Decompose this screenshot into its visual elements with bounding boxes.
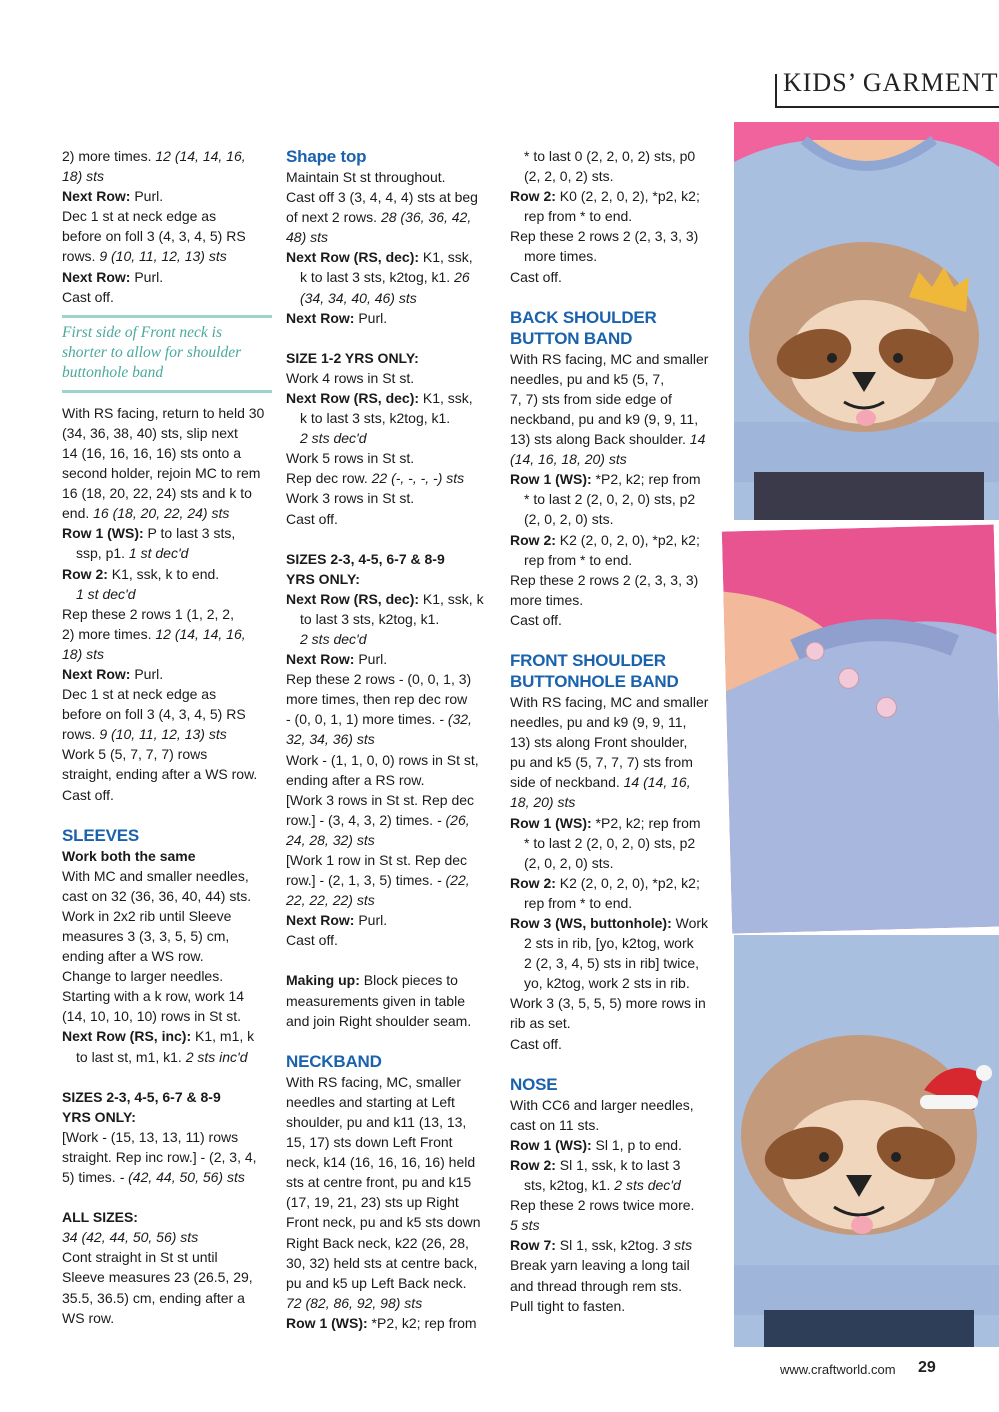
section-header — [775, 66, 999, 106]
photo-sloth-santa-sweater — [734, 935, 999, 1347]
shoulder-illustration — [722, 525, 999, 934]
heading-button-band: BUTTON BAND — [510, 328, 633, 348]
heading-buttonhole-band: BUTTONHOLE BAND — [510, 671, 679, 691]
column-1: 2) more times. 12 (14, 14, 16, 18) sts Next Row: Purl. Dec 1 st at neck edge as before on foll 3 (4, 3, 4, 5) RS rows. 9 (10, 11, 12, 13) sts Next Row: Purl. Cast off. First side of Front neck is shorter to allow for shoulder buttonhole band With RS facing, return to held 30 (34, 36, 38, 40) sts, slip next 14 (16, 16, 16, 16) sts onto a second holder, rejoin MC to rem 16 (18, 20, 22, 24) sts and k to end. 16 (18, 20, 22, 24) sts Row 1 (WS): P to last 3 sts, ssp, p1. 1 st dec'd Row 2: K1, ssk, k to end. 1 st dec'd Rep these 2 rows 1 (1, 2, 2, 2) more times. 12 (14, 14, 16, 18) sts Next Row: Purl. Dec 1 st at neck edge as before on foll 3 (4, 3, 4, 5) RS rows. 9 (10, 11, 12, 13) sts Work 5 (5, 7, 7, 7) rows straight, ending after a WS row. Cast off. SLEEVES Work both the same With MC and smaller needles, cast on 32 (36, 36, 40, 44) sts. Work in 2x2 rib until Sleeve measures 3 (3, 3, 5, 5) cm, ending after a WS row. Change to larger needles. Starting with a k row, work 14 (14, 10, 10, 10) rows in St st. Next Row (RS, inc): K1, m1, k to last st, m1, k1. 2 sts inc'd SIZES 2-3, 4-5, 6-7 & 8-9 YRS ONLY: [Work - (15, 13, 13, 11) rows straight. Rep inc row.] - (2, 3, 4, 5) times. - (42, 44, 50, 56) sts ALL SIZES: 34 (42, 44, 50, 56) sts Cont straight in St st until Sleeve measures 23 (26.5, 29, 35.5, 36.5) cm, ending after a WS row. — [62, 146, 272, 1328]
sloth-crown-illustration — [734, 122, 999, 520]
heading-sleeves: SLEEVES — [62, 825, 140, 845]
heading-nose: NOSE — [510, 1074, 558, 1094]
header-rule — [775, 106, 999, 108]
callout-note: First side of Front neck is shorter to allow for shoulder buttonhole band — [62, 315, 272, 393]
heading-neckband: NECKBAND — [286, 1051, 382, 1071]
footer-url: www.craftworld.com — [780, 1362, 896, 1377]
page-number: 29 — [918, 1359, 936, 1376]
section-title: KIDS’ GARMENT — [783, 68, 999, 97]
sloth-hat-illustration — [734, 935, 999, 1347]
heading-back-shoulder: BACK SHOULDER — [510, 307, 657, 327]
header-divider — [775, 74, 777, 108]
photo-sloth-crown-sweater — [734, 122, 999, 520]
column-3: * to last 0 (2, 2, 0, 2) sts, p0 (2, 2, 0, 2) sts. Row 2: K0 (2, 2, 0, 2), *p2, k2; rep from * to end. Rep these 2 rows 2 (2, 3, 3, 3) more times. Cast off. BACK SHOULDER BUTTON BAND With RS facing, MC and smaller needles, pu and k5 (5, 7, 7, 7) sts from side edge of neckband, pu and k9 (9, 9, 11, 13) sts along Back shoulder. 14 (14, 16, 18, 20) sts Row 1 (WS): *P2, k2; rep from * to last 2 (2, 0, 2, 0) sts, p2 (2, 0, 2, 0) sts. Row 2: K2 (2, 0, 2, 0), *p2, k2; rep from * to end. Rep these 2 rows 2 (2, 3, 3, 3) more times. Cast off. FRONT SHOULDER BUTTONHOLE BAND With RS facing, MC and smaller needles, pu and k9 (9, 9, 11, 13) sts along Front shoulder, pu and k5 (5, 7, 7, 7) sts from side of neckband. 14 (14, 16, 18, 20) sts Row 1 (WS): *P2, k2; rep from * to last 2 (2, 0, 2, 0) sts, p2 (2, 0, 2, 0) sts. Row 2: K2 (2, 0, 2, 0), *p2, k2; rep from * to end. Row 3 (WS, buttonhole): Work 2 sts in rib, [yo, k2tog, work 2 (2, 3, 4, 5) sts in rib] twice, yo, k2tog, work 2 sts in rib. Work 3 (3, 5, 5, 5) more rows in rib as set. Cast off. NOSE With CC6 and larger needles, cast on 11 sts. Row 1 (WS): Sl 1, p to end. Row 2: Sl 1, ssk, k to last 3 sts, k2tog, k1. 2 sts dec'd Rep these 2 rows twice more. 5 sts Row 7: Sl 1, ssk, k2tog. 3 sts Break yarn leaving a long tail and thread through rem sts. Pull tight to fasten. — [510, 146, 720, 1316]
column-2: Shape top Maintain St st throughout. Cast off 3 (3, 4, 4, 4) sts at beg of next 2 rows. 28 (36, 36, 42, 48) sts Next Row (RS, dec): K1, ssk, k to last 3 sts, k2tog, k1. 26 (34, 34, 40, 46) sts Next Row: Purl. SIZE 1-2 YRS ONLY: Work 4 rows in St st. Next Row (RS, dec): K1, ssk, k to last 3 sts, k2tog, k1. 2 sts dec'd Work 5 rows in St st. Rep dec row. 22 (-, -, -, -) sts Work 3 rows in St st. Cast off. SIZES 2-3, 4-5, 6-7 & 8-9 YRS ONLY: Next Row (RS, dec): K1, ssk, k to last 3 sts, k2tog, k1. 2 sts dec'd Next Row: Purl. Rep these 2 rows - (0, 0, 1, 3) more times, then rep dec row - (0, 0, 1, 1) more times. - (32, 32, 34, 36) sts Work - (1, 1, 0, 0) rows in St st, ending after a RS row. [Work 3 rows in St st. Rep dec row.] - (3, 4, 3, 2) times. - (26, 24, 28, 32) sts [Work 1 row in St st. Rep dec row.] - (2, 1, 3, 5) times. - (22, 22, 22, 22) sts Next Row: Purl. Cast off. Making up: Block pieces to measurements given in table and join Right shoulder seam. NECKBAND With RS facing, MC, smaller needles and starting at Left shoulder, pu and k11 (13, 13, 15, 17) sts down Left Front neck, k14 (16, 16, 16, 16) held sts at centre front, pu and k15 (17, 19, 21, 23) sts up Right Front neck, pu and k5 sts down Right Back neck, k22 (26, 28, 30, 32) held sts at centre back, pu and k5 up Left Back neck. 72 (82, 86, 92, 98) sts Row 1 (WS): *P2, k2; rep from — [286, 146, 494, 1333]
heading-shape-top: Shape top — [286, 147, 367, 166]
photo-shoulder-buttons — [722, 525, 999, 934]
heading-front-shoulder: FRONT SHOULDER — [510, 650, 666, 670]
